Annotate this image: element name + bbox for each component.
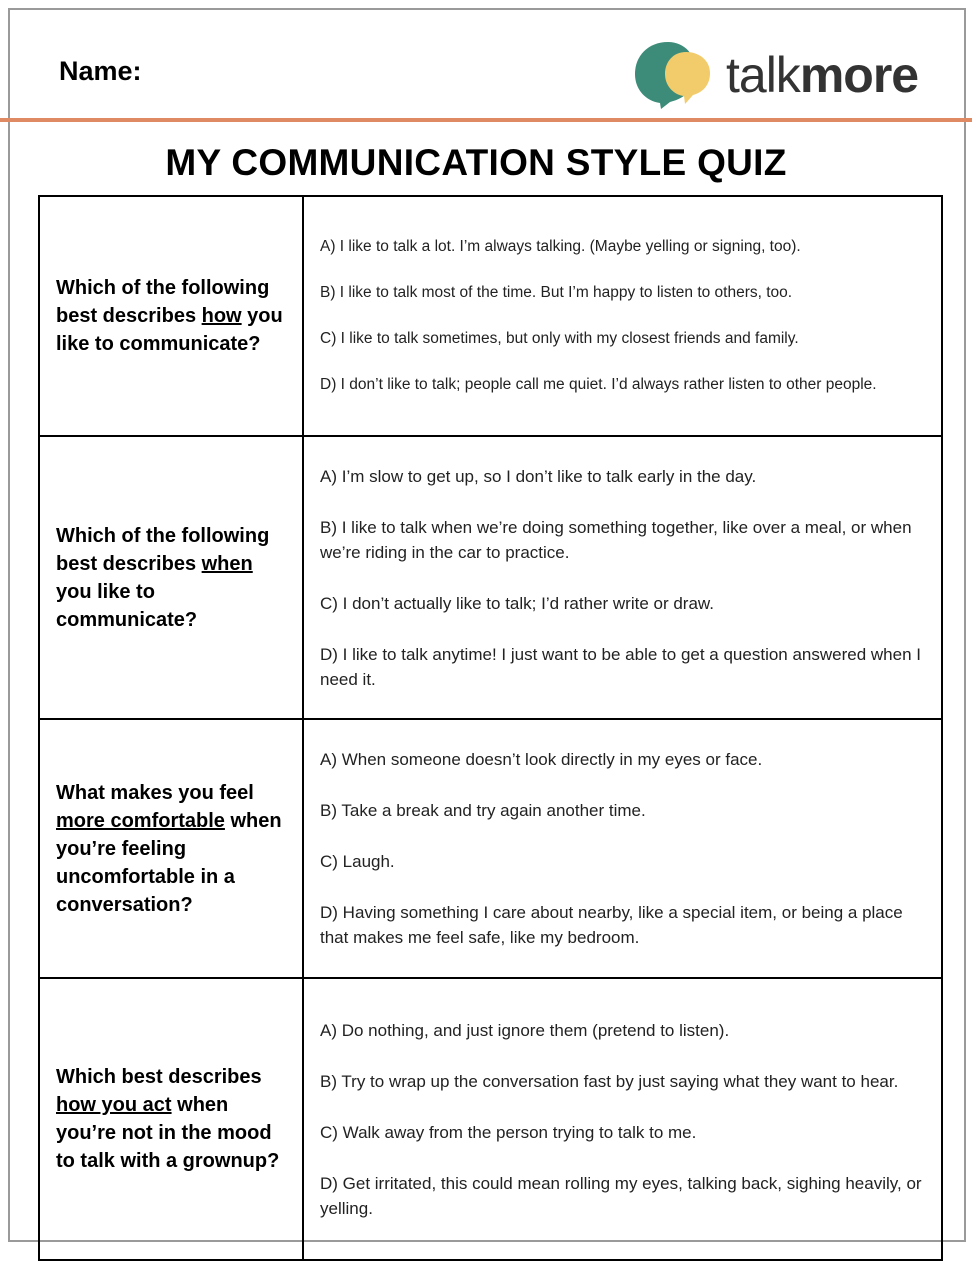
question-emphasis: how [201,305,242,327]
question-text: you like to communicate? [56,305,283,355]
answers-cell [303,719,942,978]
speech-bubbles-icon [634,40,718,112]
answer-option-c: C) I don’t actually like to talk; I’d rather write or draw. [320,593,714,613]
quiz-row [39,719,942,978]
answer-option-b: B) Try to wrap up the conversation fast by just saying what they want to hear. [320,1071,899,1091]
question-emphasis: how you act [56,1094,172,1116]
question-text: when you’re feeling uncomfortable in a conversation? [56,809,282,916]
quiz-title: MY COMMUNICATION STYLE QUIZ [165,142,787,183]
answers-cell [303,436,942,719]
logo-word-talk: talk [726,47,800,103]
header-divider [0,118,972,122]
question-text: Which best describes [56,1066,262,1088]
quiz-table [38,195,943,1261]
question-text: when you’re not in the mood to talk with a grownup? [56,1094,280,1172]
question-text: Which of the following best describes [56,524,270,575]
answer-option-b: B) I like to talk when we’re doing something together, like over a meal, or when we’re riding in the car to practice. [320,517,912,562]
answer-option-b: B) I like to talk most of the time. But I’m happy to listen to others, too. [320,284,793,301]
question-text: you like to communicate? [56,580,198,631]
question-text: What makes you feel [56,781,254,804]
answer-option-a: A) I’m slow to get up, so I don’t like to talk early in the day. [320,466,757,486]
answer-option-c: C) I like to talk sometimes, but only with my closest friends and family. [320,330,799,347]
question-cell [39,719,303,978]
answer-option-d: D) I like to talk anytime! I just want to be able to get a question answered when I need it. [320,644,921,689]
answer-option-c: C) Walk away from the person trying to talk to me. [320,1122,697,1142]
answer-option-d: D) Get irritated, this could mean rolling my eyes, talking back, sighing heavily, or yelling. [320,1173,922,1218]
question-cell [39,196,303,436]
question-cell [39,978,303,1260]
answer-option-a: A) Do nothing, and just ignore them (pretend to listen). [320,1020,730,1040]
quiz-row [39,978,942,1260]
question-emphasis: more comfortable [56,809,225,832]
question-emphasis: when [201,552,253,575]
answer-option-b: B) Take a break and try again another time. [320,801,646,820]
quiz-row [39,436,942,719]
question-cell [39,436,303,719]
answers-cell [303,978,942,1260]
logo-word-more: more [799,47,919,103]
quiz-row [39,196,942,436]
talkmore-logo [634,40,954,112]
logo-wordmark [726,46,918,104]
answer-option-c: C) Laugh. [320,852,395,871]
answers-cell [303,196,942,436]
answer-option-d: D) I don’t like to talk; people call me quiet. I’d always rather listen to other people. [320,376,877,393]
answer-option-a: A) When someone doesn’t look directly in my eyes or face. [320,750,763,769]
answer-option-a: A) I like to talk a lot. I’m always talking. (Maybe yelling or signing, too). [320,238,801,255]
question-text: Which of the following best describes [56,277,270,327]
answer-option-d: D) Having something I care about nearby, like a special item, or being a place that makes me feel safe, like my bedroom. [320,903,903,947]
name-label: Name: [59,56,142,86]
